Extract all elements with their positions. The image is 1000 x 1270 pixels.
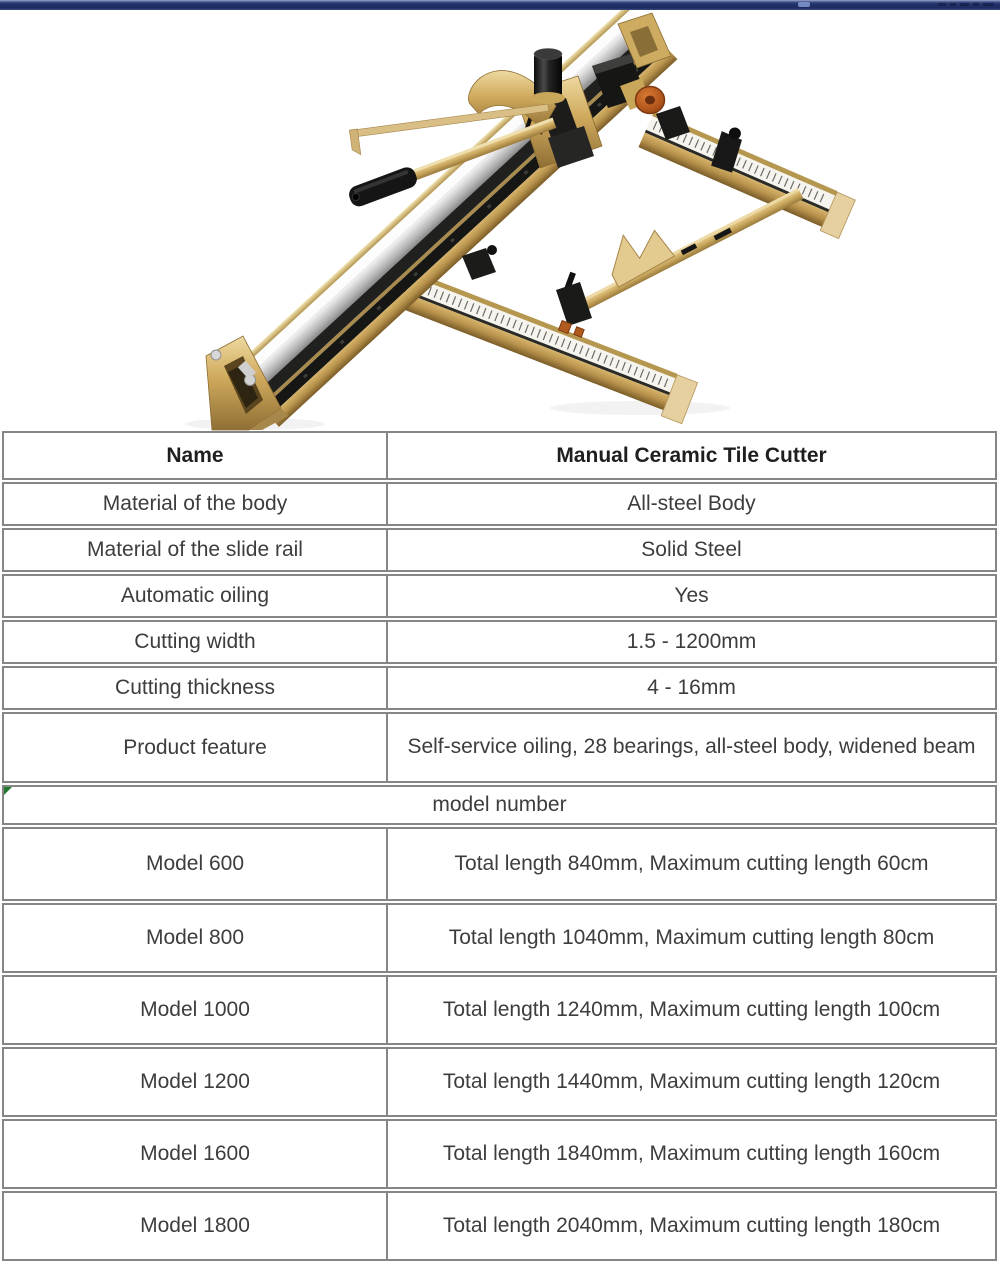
spec-row: [2, 666, 997, 710]
spec-row: [2, 620, 997, 664]
spec-name-cell: Cutting width: [4, 622, 388, 662]
spec-header-row: [2, 431, 997, 480]
breaker-knob: [534, 54, 562, 98]
model-row: [2, 1119, 997, 1189]
spec-value-cell: Self-service oiling, 28 bearings, all-steel body, widened beam: [407, 735, 976, 759]
spec-value-cell: 1.5 - 1200mm: [626, 630, 757, 653]
measuring-rail-lower: [382, 265, 698, 423]
spec-value-cell: All-steel Body: [627, 492, 756, 515]
shadow: [550, 401, 730, 415]
spec-row: [2, 528, 997, 572]
spec-name-cell: Cutting thickness: [4, 668, 388, 708]
model-name-cell: Model 1200: [4, 1049, 388, 1115]
section-title: model number: [432, 793, 567, 816]
spec-name-cell: Automatic oiling: [4, 576, 388, 616]
spec-value-cell: Yes: [674, 584, 709, 607]
model-name-cell: Model 1600: [4, 1121, 388, 1187]
header-value-label: Manual Ceramic Tile Cutter: [556, 443, 827, 467]
model-value-cell: Total length 1440mm, Maximum cutting length 120cm: [442, 1070, 941, 1093]
model-value-cell: Total length 1840mm, Maximum cutting length 160cm: [442, 1142, 941, 1165]
handle-grip: [347, 165, 420, 209]
model-name-cell: Model 800: [4, 905, 388, 971]
model-row: [2, 975, 997, 1045]
spec-name-cell: [4, 433, 388, 478]
cell-comment-marker: [4, 787, 12, 795]
model-row: [2, 1047, 997, 1117]
spec-value-cell: [388, 433, 995, 478]
spec-name-cell: Material of the body: [4, 484, 388, 524]
rail-clamp: [556, 272, 592, 337]
spec-row: [2, 574, 997, 618]
window-bar-mark: [950, 3, 956, 6]
model-value-cell: Total length 1240mm, Maximum cutting length 100cm: [442, 998, 941, 1021]
model-value-cell: Total length 2040mm, Maximum cutting length 180cm: [442, 1214, 941, 1237]
spec-table: [2, 431, 997, 1261]
window-title-bar: [0, 0, 1000, 10]
spec-row: [2, 482, 997, 526]
model-row: [2, 1191, 997, 1261]
model-name-cell: Model 600: [4, 829, 388, 899]
window-bar-mark: [973, 3, 979, 6]
model-row: [2, 903, 997, 973]
spec-row-product-feature: [2, 712, 997, 783]
model-number-section-row: [2, 785, 997, 825]
window-bar-highlight: [798, 2, 810, 7]
window-bar-mark: [938, 3, 946, 6]
product-image: [0, 10, 1000, 431]
spec-value-cell: Solid Steel: [641, 538, 742, 561]
model-value-cell: Total length 1040mm, Maximum cutting length 80cm: [448, 926, 935, 949]
header-name-label: Name: [166, 443, 224, 467]
model-name-cell: Model 1800: [4, 1193, 388, 1259]
model-name-cell: Model 1000: [4, 977, 388, 1043]
spec-value-cell: 4 - 16mm: [647, 676, 736, 699]
model-row: [2, 827, 997, 901]
window-bar-mark: [983, 3, 994, 6]
model-value-cell: Total length 840mm, Maximum cutting length 60cm: [454, 852, 929, 875]
angle-stop: [598, 219, 675, 287]
spec-name-cell: Material of the slide rail: [4, 530, 388, 570]
tile-cutter-render: [0, 10, 1000, 431]
window-bar-mark: [960, 3, 969, 6]
spec-name-cell: Product feature: [4, 714, 388, 781]
